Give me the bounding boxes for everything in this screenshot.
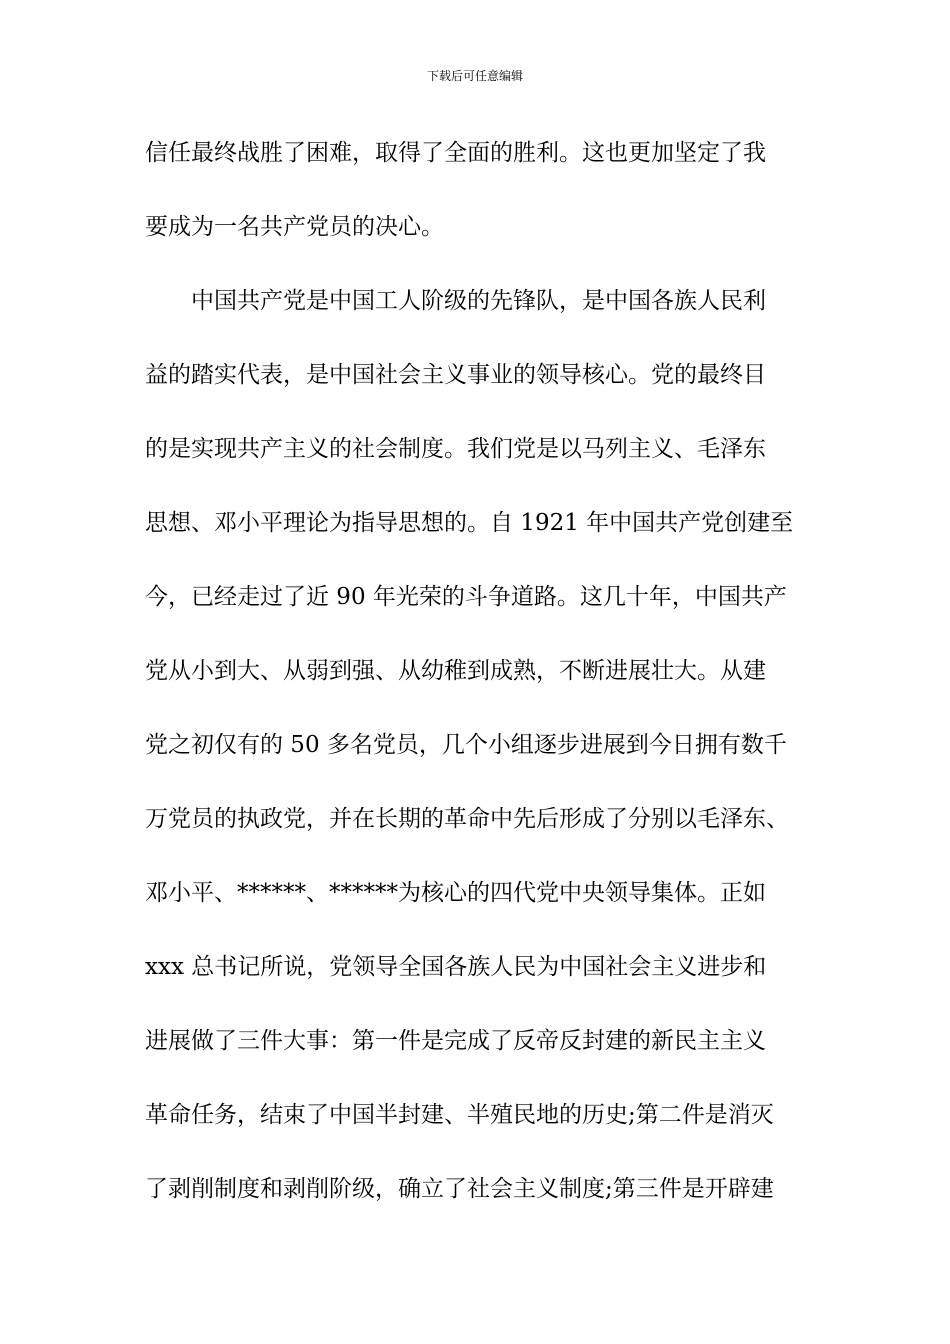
page-header: 下载后可任意编辑 [426, 69, 523, 83]
text-line: 进展做了三件大事：第一件是完成了反帝反封建的新民主主义 [145, 1028, 766, 1054]
text-line: 了剥削制度和剥削阶级，确立了社会主义制度;第三件是开辟建 [145, 1176, 774, 1202]
text-line: xxx 总书记所说，党领导全国各族人民为中国社会主义进步和 [145, 954, 767, 980]
text-line: 要成为一名共产党员的决心。 [145, 214, 444, 240]
text-line: 党从小到大、从弱到强、从幼稚到成熟，不断进展壮大。从建 [145, 658, 766, 684]
document-body [145, 130, 825, 1240]
text-line: 今，已经走过了近 90 年光荣的斗争道路。这几十年，中国共产 [145, 584, 787, 610]
paragraph [145, 130, 825, 278]
text-line: 思想、邓小平理论为指导思想的。自 1921 年中国共产党创建至 [145, 510, 794, 536]
text-line: 中国共产党是中国工人阶级的先锋队，是中国各族人民利 [191, 288, 766, 314]
paragraph [145, 278, 825, 1240]
text-line: 革命任务，结束了中国半封建、半殖民地的历史;第二件是消灭 [145, 1102, 774, 1128]
text-line: 的是实现共产主义的社会制度。我们党是以马列主义、毛泽东 [145, 436, 766, 462]
text-line: 益的踏实代表，是中国社会主义事业的领导核心。党的最终目 [145, 362, 766, 388]
text-line: 信任最终战胜了困难，取得了全面的胜利。这也更加坚定了我 [145, 140, 766, 166]
text-line: 万党员的执政党，并在长期的革命中先后形成了分别以毛泽东、 [145, 806, 789, 832]
text-line: 党之初仅有的 50 多名党员，几个小组逐步进展到今日拥有数千 [145, 732, 787, 758]
text-line: 邓小平、******、******为核心的四代党中央领导集体。正如 [145, 880, 766, 906]
